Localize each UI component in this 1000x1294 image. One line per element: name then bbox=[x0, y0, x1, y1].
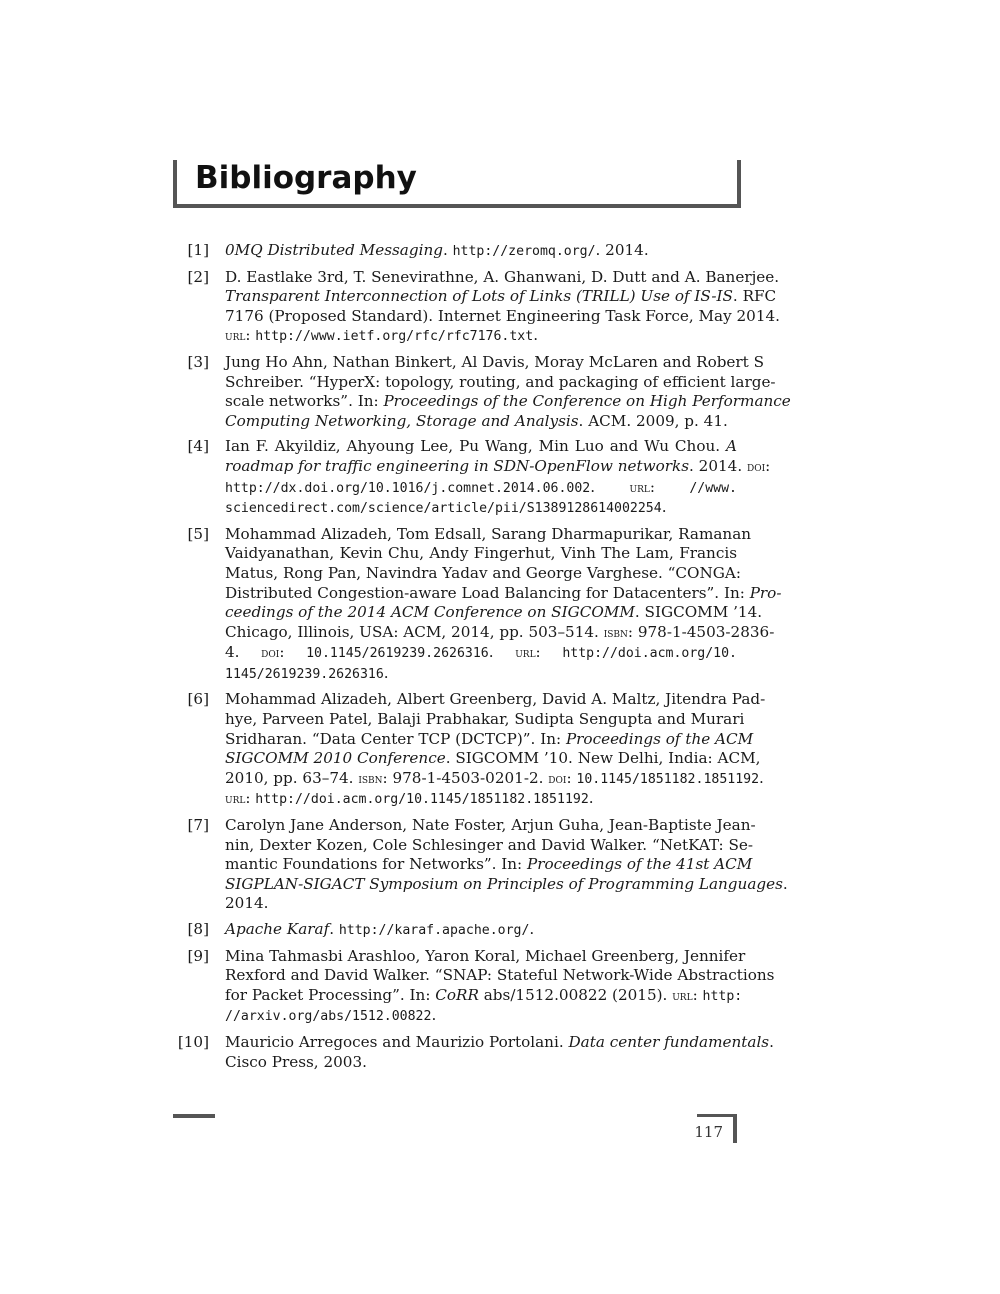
bib-line: Carolyn Jane Anderson, Nate Foster, Arjun Guha, Jean-Baptiste Jean- bbox=[225, 816, 756, 835]
bib-title: Computing Networking, Storage and Analysis bbox=[225, 411, 579, 430]
bib-text: : bbox=[692, 985, 703, 1004]
bib-text: : bbox=[382, 768, 393, 787]
bib-entry-text bbox=[225, 241, 737, 262]
bib-entry bbox=[173, 1032, 774, 1072]
bib-title: roadmap for traffic engineering in SDN-OpenFlow networks bbox=[225, 456, 690, 475]
bib-line: Vaidyanathan, Kevin Chu, Andy Fingerhut, Vinh The Lam, Francis bbox=[225, 544, 737, 563]
bib-line bbox=[225, 241, 737, 262]
bib-url: http://www.ietf.org/rfc/rfc7176.txt bbox=[255, 329, 534, 345]
bib-line bbox=[225, 855, 753, 875]
bib-text: : bbox=[566, 768, 577, 787]
bib-url: sciencedirect.com/science/article/pii/S1389128614002254 bbox=[225, 501, 662, 517]
bib-entry-text bbox=[225, 690, 766, 810]
bib-text: . bbox=[661, 498, 667, 517]
bib-line: Jung Ho Ahn, Nathan Binkert, Al Davis, Moray McLaren and Robert S bbox=[225, 352, 765, 371]
bib-text: . SIGCOMM ’14. bbox=[634, 603, 763, 622]
bib-text: 978-1-4503-0201-2. bbox=[392, 768, 549, 787]
bib-line bbox=[225, 768, 764, 790]
bib-text: Distributed Congestion-aware Load Balancing for Datacenters”. In: bbox=[225, 583, 750, 602]
bib-text: . bbox=[590, 477, 630, 496]
bib-entry-number: [5] bbox=[187, 524, 209, 543]
bib-line: Schreiber. “HyperX: topology, routing, and packaging of efficient large- bbox=[225, 372, 776, 391]
bib-text: . bbox=[769, 1032, 774, 1051]
bib-url: http://doi.acm.org/10.1145/1851182.1851192 bbox=[255, 792, 589, 808]
bib-line bbox=[225, 437, 737, 457]
bib-url: //www. bbox=[689, 480, 737, 496]
bib-url: 10.1145/1851182.1851192 bbox=[576, 771, 760, 787]
bib-entry-text bbox=[225, 1032, 774, 1072]
bib-title: Apache Karaf bbox=[225, 920, 330, 938]
bib-url: 10.1145/2619239.2626316 bbox=[306, 646, 489, 662]
bib-label: doi bbox=[548, 770, 567, 787]
bib-entry-text bbox=[225, 267, 780, 347]
bib-title: CoRR bbox=[435, 985, 479, 1004]
bib-label: url bbox=[672, 987, 693, 1004]
bib-line bbox=[225, 920, 737, 941]
bib-entry-text bbox=[225, 437, 771, 518]
bib-text: . bbox=[782, 874, 788, 893]
bib-text: 2010, pp. 63–74. bbox=[225, 768, 359, 787]
bib-text: . RFC bbox=[732, 287, 777, 306]
bib-text: Ian F. Akyildiz, Ahyoung Lee, Pu Wang, Min Luo and Wu Chou. bbox=[225, 437, 727, 456]
bib-url: 1145/2619239.2626316 bbox=[225, 666, 384, 682]
bib-title: Proceedings of the ACM bbox=[565, 729, 754, 748]
bib-text: . bbox=[383, 663, 389, 682]
bib-text: abs/1512.00822 (2015). bbox=[478, 985, 673, 1004]
bib-line: Mohammad Alizadeh, Albert Greenberg, David A. Maltz, Jitendra Pad- bbox=[225, 690, 766, 709]
bib-line bbox=[225, 664, 737, 685]
bib-text: . ACM. 2009, p. 41. bbox=[578, 411, 728, 430]
bib-line bbox=[225, 603, 763, 623]
bib-entry-text bbox=[225, 920, 737, 941]
bib-title: Transparent Interconnection of Lots of Links (TRILL) Use of IS-IS bbox=[225, 287, 733, 306]
bib-text: Mauricio Arregoces and Maurizio Portolani. bbox=[225, 1032, 569, 1051]
bib-text: 4. bbox=[225, 643, 262, 662]
bib-url: http: bbox=[702, 988, 743, 1004]
chapter-heading-box bbox=[173, 160, 741, 208]
bib-entry-number: [10] bbox=[177, 1032, 209, 1051]
bib-line bbox=[225, 643, 737, 664]
bib-entry-number: [6] bbox=[187, 690, 209, 709]
bib-title: SIGPLAN-SIGACT Symposium on Principles of Programming Languages bbox=[225, 874, 783, 893]
bib-text: . bbox=[759, 768, 764, 787]
bib-url: http://karaf.apache.org/ bbox=[338, 923, 530, 938]
bibliography-list bbox=[173, 241, 791, 1078]
bib-entry bbox=[173, 437, 771, 518]
bib-line bbox=[225, 1006, 737, 1027]
bib-line: Matus, Rong Pan, Navindra Yadav and George Varghese. “CONGA: bbox=[225, 563, 741, 582]
bib-title: Pro- bbox=[749, 583, 782, 602]
bib-label: url bbox=[225, 328, 246, 345]
bib-label: isbn bbox=[358, 770, 383, 787]
bib-text: : bbox=[649, 477, 690, 496]
bib-text: Sridharan. “Data Center TCP (DCTCP)”. In: bbox=[225, 729, 566, 748]
bib-entry-number: [2] bbox=[187, 267, 209, 286]
bib-label: doi bbox=[746, 458, 766, 475]
bib-text: for Packet Processing”. In: bbox=[225, 985, 436, 1004]
bib-label: url bbox=[629, 479, 650, 496]
bib-title: A bbox=[726, 437, 737, 456]
bib-text: . SIGCOMM ’10. New Delhi, India: ACM, bbox=[445, 749, 761, 768]
bib-text: : bbox=[245, 326, 256, 345]
bib-text: . bbox=[442, 241, 453, 259]
bib-title: Proceedings of the Conference on High Performance bbox=[383, 392, 791, 411]
bib-text: . bbox=[588, 789, 594, 808]
bib-text: : bbox=[245, 789, 256, 808]
bib-entry-number: [1] bbox=[187, 241, 209, 259]
bib-entry-number: [4] bbox=[187, 437, 209, 456]
bib-text: . bbox=[431, 1006, 437, 1025]
bib-entry bbox=[173, 267, 780, 347]
bib-entry bbox=[173, 524, 782, 685]
bib-entry bbox=[173, 352, 791, 431]
bib-label: url bbox=[515, 645, 536, 662]
bib-entry-number: [9] bbox=[187, 946, 209, 965]
bib-text: scale networks”. In: bbox=[225, 392, 384, 411]
bib-entry-number: [3] bbox=[187, 352, 209, 371]
bib-url: //arxiv.org/abs/1512.00822 bbox=[225, 1009, 432, 1025]
bib-url: http://dx.doi.org/10.1016/j.comnet.2014.06.002 bbox=[225, 480, 591, 496]
bib-entry-number: [7] bbox=[187, 816, 209, 835]
bib-line: D. Eastlake 3rd, T. Senevirathne, A. Ghanwani, D. Dutt and A. Banerjee. bbox=[225, 267, 780, 286]
bib-title: 0MQ Distributed Messaging bbox=[225, 241, 443, 259]
bib-title: ceedings of the 2014 ACM Conference on SIGCOMM bbox=[225, 603, 635, 622]
bib-url: http://doi.acm.org/10. bbox=[562, 646, 737, 662]
bib-line bbox=[225, 622, 775, 644]
bib-entry-number: [8] bbox=[187, 920, 209, 938]
bib-text: . bbox=[533, 326, 539, 345]
page-number: 117 bbox=[694, 1123, 723, 1141]
bib-text: . bbox=[329, 920, 339, 938]
bib-line: hye, Parveen Patel, Balaji Prabhakar, Sudipta Sengupta and Murari bbox=[225, 710, 745, 729]
bib-text: 978-1-4503-2836- bbox=[637, 622, 775, 641]
bib-entry-text bbox=[225, 946, 775, 1027]
bib-line bbox=[225, 583, 782, 604]
bib-line bbox=[225, 287, 777, 307]
bib-line: nin, Dexter Kozen, Cole Schlesinger and David Walker. “NetKAT: Se- bbox=[225, 835, 754, 854]
bib-label: doi bbox=[261, 645, 280, 662]
chapter-title: Bibliography bbox=[195, 160, 417, 196]
bib-line bbox=[225, 326, 737, 347]
bib-line bbox=[225, 392, 791, 412]
bib-title: Data center fundamentals bbox=[568, 1032, 770, 1051]
bib-text: : bbox=[765, 456, 771, 475]
bib-entry-text bbox=[225, 352, 791, 431]
bib-text: : bbox=[535, 643, 563, 662]
bib-text: . bbox=[529, 920, 535, 938]
bib-line: Mina Tahmasbi Arashloo, Yaron Koral, Michael Greenberg, Jennifer bbox=[225, 946, 746, 965]
bib-line: 2014. bbox=[225, 894, 269, 913]
bib-line bbox=[225, 985, 743, 1007]
page-number-box bbox=[694, 1114, 737, 1143]
bib-entry-text bbox=[225, 524, 782, 685]
bib-text: : bbox=[279, 643, 307, 662]
bib-line: Rexford and David Walker. “SNAP: Stateful Network-Wide Abstractions bbox=[225, 966, 775, 985]
bib-title: SIGCOMM 2010 Conference bbox=[225, 749, 446, 768]
bib-entry bbox=[173, 816, 788, 914]
bib-text: . bbox=[488, 643, 516, 662]
bib-line: Mohammad Alizadeh, Tom Edsall, Sarang Dharmapurikar, Ramanan bbox=[225, 524, 752, 543]
bib-line bbox=[225, 1032, 774, 1053]
bib-line bbox=[225, 456, 771, 478]
bib-line: Cisco Press, 2003. bbox=[225, 1052, 367, 1071]
bib-line: 7176 (Proposed Standard). Internet Engineering Task Force, May 2014. bbox=[225, 306, 780, 325]
bib-line bbox=[225, 874, 788, 895]
footer-rule bbox=[173, 1114, 215, 1118]
bib-line bbox=[225, 749, 761, 769]
bib-line bbox=[225, 729, 754, 750]
bib-url: http://zeromq.org/ bbox=[452, 244, 596, 259]
bib-entry bbox=[173, 690, 766, 810]
bib-line bbox=[225, 789, 737, 810]
bib-label: url bbox=[225, 791, 246, 808]
bib-line bbox=[225, 478, 737, 499]
bib-text: mantic Foundations for Networks”. In: bbox=[225, 855, 528, 874]
bib-title: Proceedings of the 41st ACM bbox=[527, 855, 753, 874]
bib-text: . 2014. bbox=[595, 241, 649, 259]
bib-label: isbn bbox=[603, 624, 628, 641]
bib-text: . 2014. bbox=[689, 456, 747, 475]
bib-line bbox=[225, 412, 737, 432]
bib-entry bbox=[173, 946, 775, 1027]
bib-entry-text bbox=[225, 816, 788, 914]
bib-text: : bbox=[627, 622, 638, 641]
bib-entry bbox=[173, 241, 737, 262]
bib-text: Chicago, Illinois, USA: ACM, 2014, pp. 503–514. bbox=[225, 622, 604, 641]
bib-entry bbox=[173, 920, 737, 941]
bib-line bbox=[225, 498, 737, 519]
